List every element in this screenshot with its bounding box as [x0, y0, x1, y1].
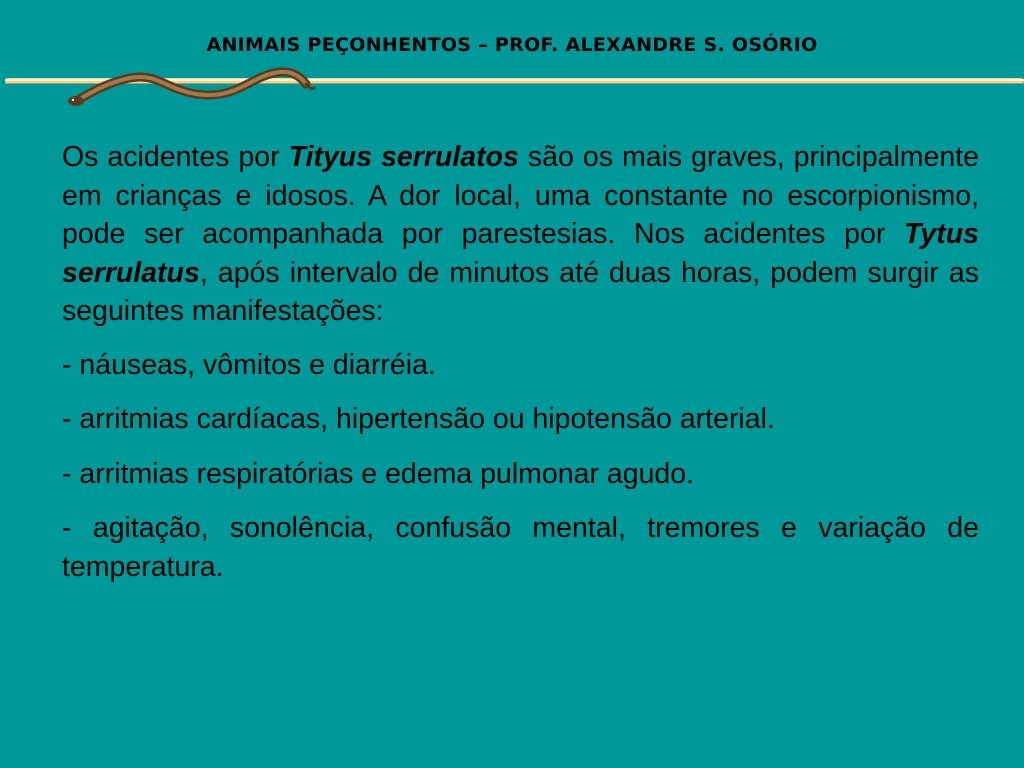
list-item: - arritmias cardíacas, hipertensão ou hipotensão arterial.: [62, 403, 775, 435]
snake-on-rope-icon: [0, 60, 1024, 110]
intro-text-3: , após intervalo de minutos até duas horas, podem surgir as seguintes manifestações:: [62, 256, 979, 327]
list-item: - náuseas, vômitos e diarréia.: [62, 348, 436, 381]
species-name-2: Tytus serrulatus: [62, 218, 979, 289]
intro-text-2: são os mais graves, principalmente em crianças e idosos. A dor local, uma constante no escorpionismo, pode ser acompanhada por parestesias. Nos acidentes por: [62, 141, 979, 250]
intro-text-1: Os acidentes por: [62, 141, 289, 173]
slide-title: ANIMAIS PEÇONHENTOS – PROF. ALEXANDRE S. OSÓRIO: [206, 34, 818, 56]
slide-body: [62, 138, 979, 586]
list-item: - agitação, sonolência, confusão mental, tremores e variação de temperatura.: [62, 512, 979, 583]
list-item: - arritmias respiratórias e edema pulmonar agudo.: [62, 457, 695, 490]
intro-paragraph: [62, 138, 979, 331]
species-name-1: Tityus serrulatos: [288, 141, 519, 173]
